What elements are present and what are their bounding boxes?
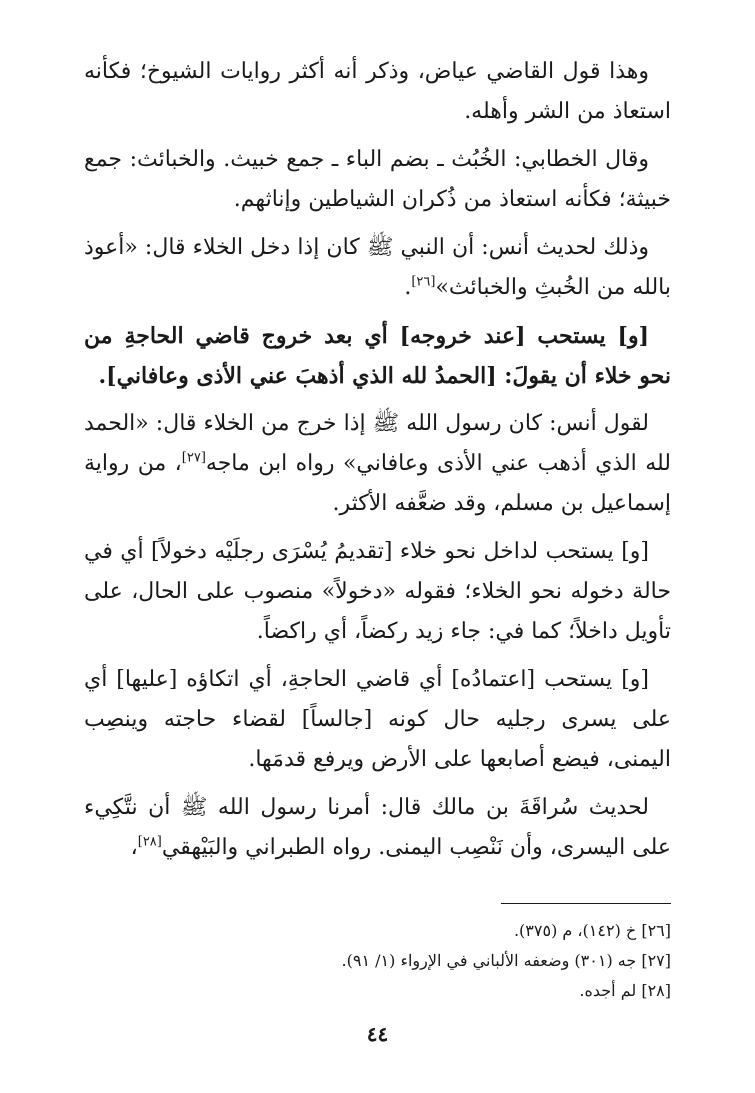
paragraph-1 [84,52,671,132]
paragraph-8-after: ، [130,835,138,860]
paragraph-6 [84,532,671,652]
footnote-divider [501,903,671,904]
paragraph-8 [84,788,671,868]
footnote-28: [٢٨] لم أجده. [579,981,671,1000]
paragraph-4-text: [و] يستحب [عند خروجه] أي بعد خروج قاضي الحاجةِ من نحو خلاء أن يقولَ: [الحمدُ لله الذي أذهبَ عني الأذى وعافاني]. [84,323,671,389]
paragraph-5 [84,404,671,524]
footnote-ref-26[interactable]: [٢٦] [411,274,436,290]
paragraph-1-text: وهذا قول القاضي عياض، وذكر أنه أكثر روايات الشيوخ؛ فكأنه استعاذ من الشر وأهله. [84,59,671,124]
paragraph-6-text: [و] يستحب لداخل نحو خلاء [تقديمُ يُسْرَى رجلَيْه دخولاً] أي في حالة دخوله نحو الخلاء؛ فقوله «دخولاً» منصوب على الحال، على تأويل داخلاً؛ كما في: جاء زيد ركضاً، أي راكضاً. [84,539,671,644]
main-text [84,52,671,868]
footnote-ref-27[interactable]: [٢٧] [181,450,206,466]
paragraph-4 [84,316,671,396]
paragraph-3-text: وذلك لحديث أنس: أن النبي ﷺ كان إذا دخل الخلاء قال: «أعوذ بالله من الخُبثِ والخبائث» [84,235,671,300]
paragraph-8-text: لحديث سُراقَةَ بن مالك قال: أمرنا رسول الله ﷺ أن نتَّكِيء على اليسرى، وأن نَنْصِب اليمنى. رواه الطبراني والبَيْهقي [84,795,671,860]
paragraph-5-after: ، من رواية إسماعيل بن مسلم، وقد ضعَّفه الأكثر. [84,451,671,516]
paragraph-3-after: . [404,275,412,300]
paragraph-5-text: لقول أنس: كان رسول الله ﷺ إذا خرج من الخلاء قال: «الحمد لله الذي أذهب عني الأذى وعافاني» رواه ابن ماجه [84,411,671,476]
footnote-ref-28[interactable]: [٢٨] [137,834,162,850]
paragraph-3 [84,228,671,308]
footnote-26: [٢٦] خ (١٤٢)، م (٣٧٥). [513,921,671,940]
paragraph-7-text: [و] يستحب [اعتمادُه] أي قاضي الحاجةِ، أي اتكاؤه [عليها] أي على يسرى رجليه حال كونه [جالساً] لقضاء حاجته وينصِب اليمنى، فيضع أصابعها على الأرض ويرفع قدمَها. [84,667,671,772]
page-number: ٤٤ [366,1022,389,1046]
paragraph-2 [84,140,671,220]
paragraph-2-text: وقال الخطابي: الخُبُث ـ بضم الباء ـ جمع خبيث. والخبائث: جمع خبيثة؛ فكأنه استعاذ من ذُكران الشياطين وإناثهم. [84,147,671,212]
paragraph-7 [84,660,671,780]
footnotes [84,916,671,1006]
footnote-27: [٢٧] جه (٣٠١) وضعفه الألباني في الإرواء (١/ ٩١). [341,951,671,970]
